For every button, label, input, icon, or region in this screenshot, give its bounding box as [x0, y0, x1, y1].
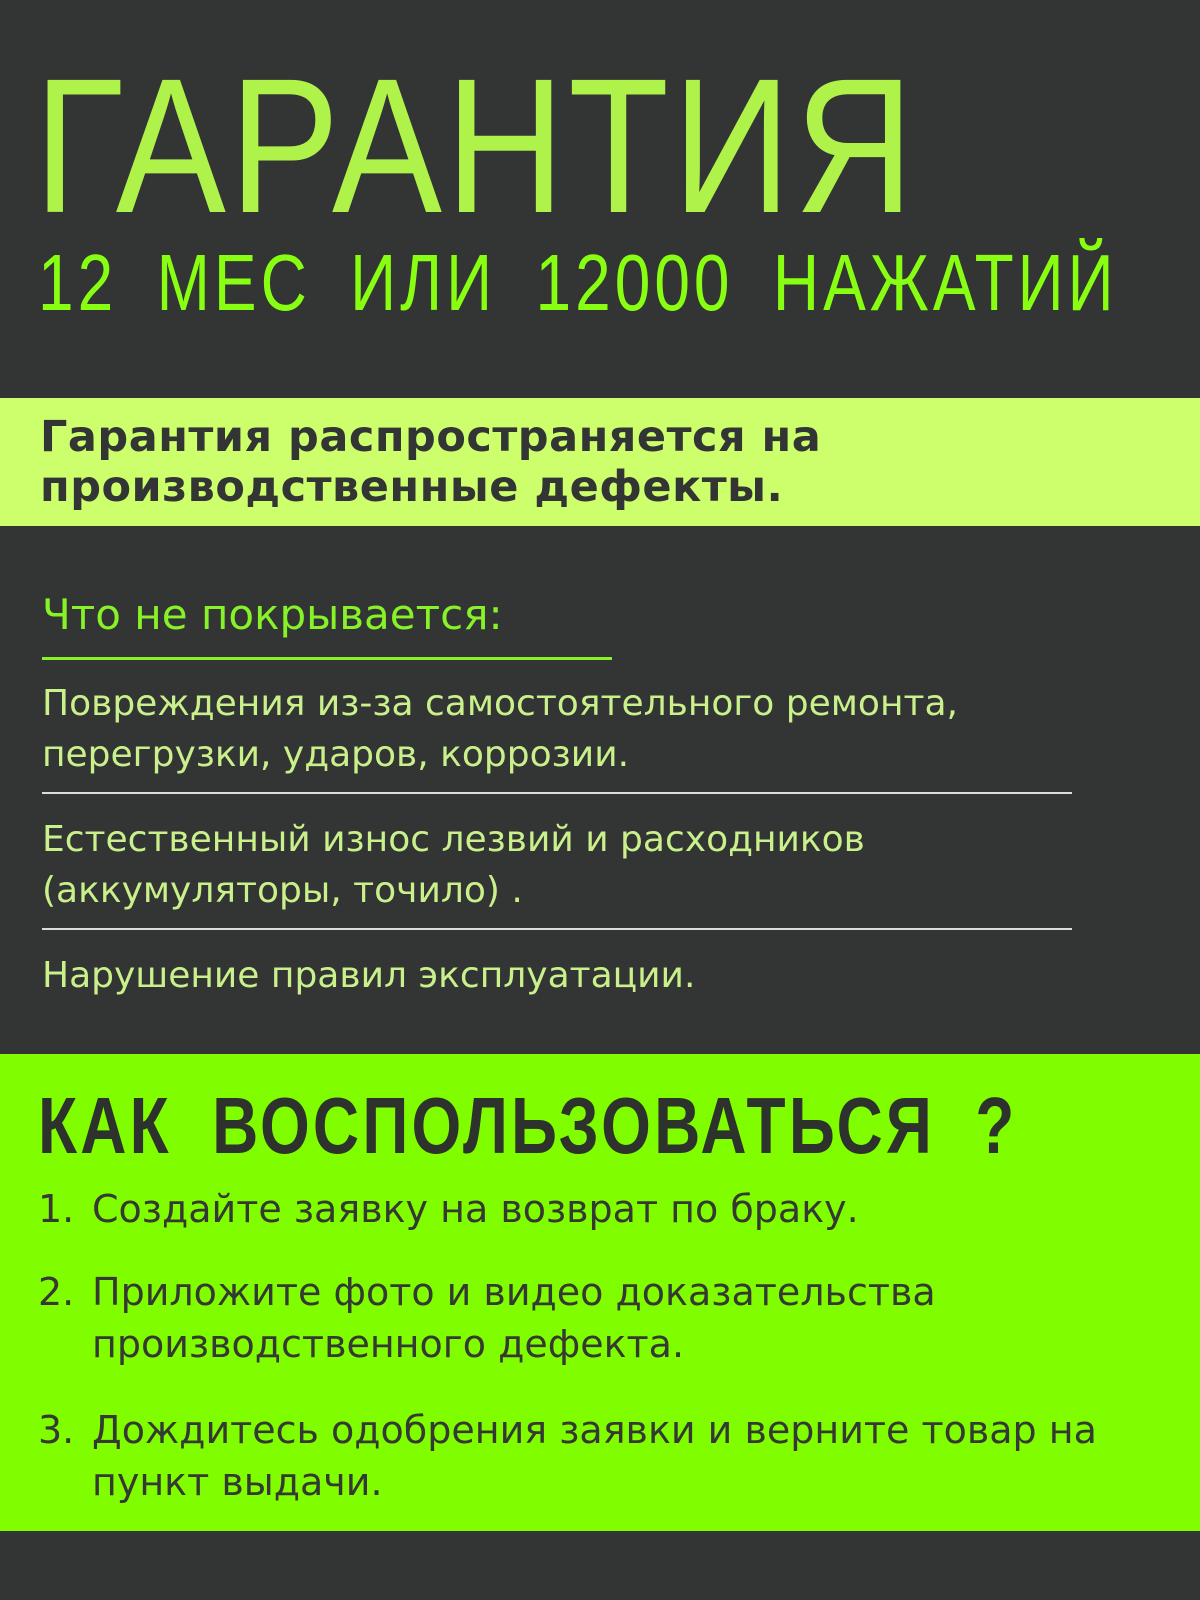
- step-text: Приложите фото и видео доказательства производственного дефекта.: [92, 1270, 936, 1366]
- step-number: 2.: [38, 1270, 75, 1314]
- step-item: [38, 1266, 1158, 1370]
- heading-underline: [42, 657, 612, 660]
- divider: [42, 928, 1072, 930]
- warranty-term: 12 МЕС ИЛИ 12000 НАЖАТИЙ: [38, 238, 1118, 327]
- how-to-heading: КАК ВОСПОЛЬЗОВАТЬСЯ ?: [38, 1081, 1018, 1170]
- divider: [42, 792, 1072, 794]
- exclusions-section: [0, 526, 1200, 1054]
- step-text: Дождитесь одобрения заявки и верните товар на пункт выдачи.: [92, 1408, 1097, 1504]
- how-to-section: [0, 1054, 1200, 1531]
- step-item: [38, 1404, 1158, 1508]
- exclusion-item: Повреждения из-за самостоятельного ремонта, перегрузки, ударов, коррозии.: [42, 683, 958, 775]
- step-number: 3.: [38, 1408, 75, 1452]
- exclusion-item: Нарушение правил эксплуатации.: [42, 955, 696, 996]
- coverage-banner: [0, 398, 1200, 526]
- step-item: [38, 1183, 1158, 1235]
- exclusions-heading: Что не покрывается:: [42, 590, 503, 639]
- page-title: ГАРАНТИЯ: [34, 38, 918, 253]
- exclusion-item: Естественный износ лезвий и расходников (аккумуляторы, точило) .: [42, 819, 865, 911]
- step-text: Создайте заявку на возврат по браку.: [92, 1187, 859, 1231]
- hero-section: [0, 0, 1200, 398]
- coverage-text: Гарантия распространяется на производственные дефекты.: [40, 412, 822, 512]
- step-number: 1.: [38, 1187, 75, 1231]
